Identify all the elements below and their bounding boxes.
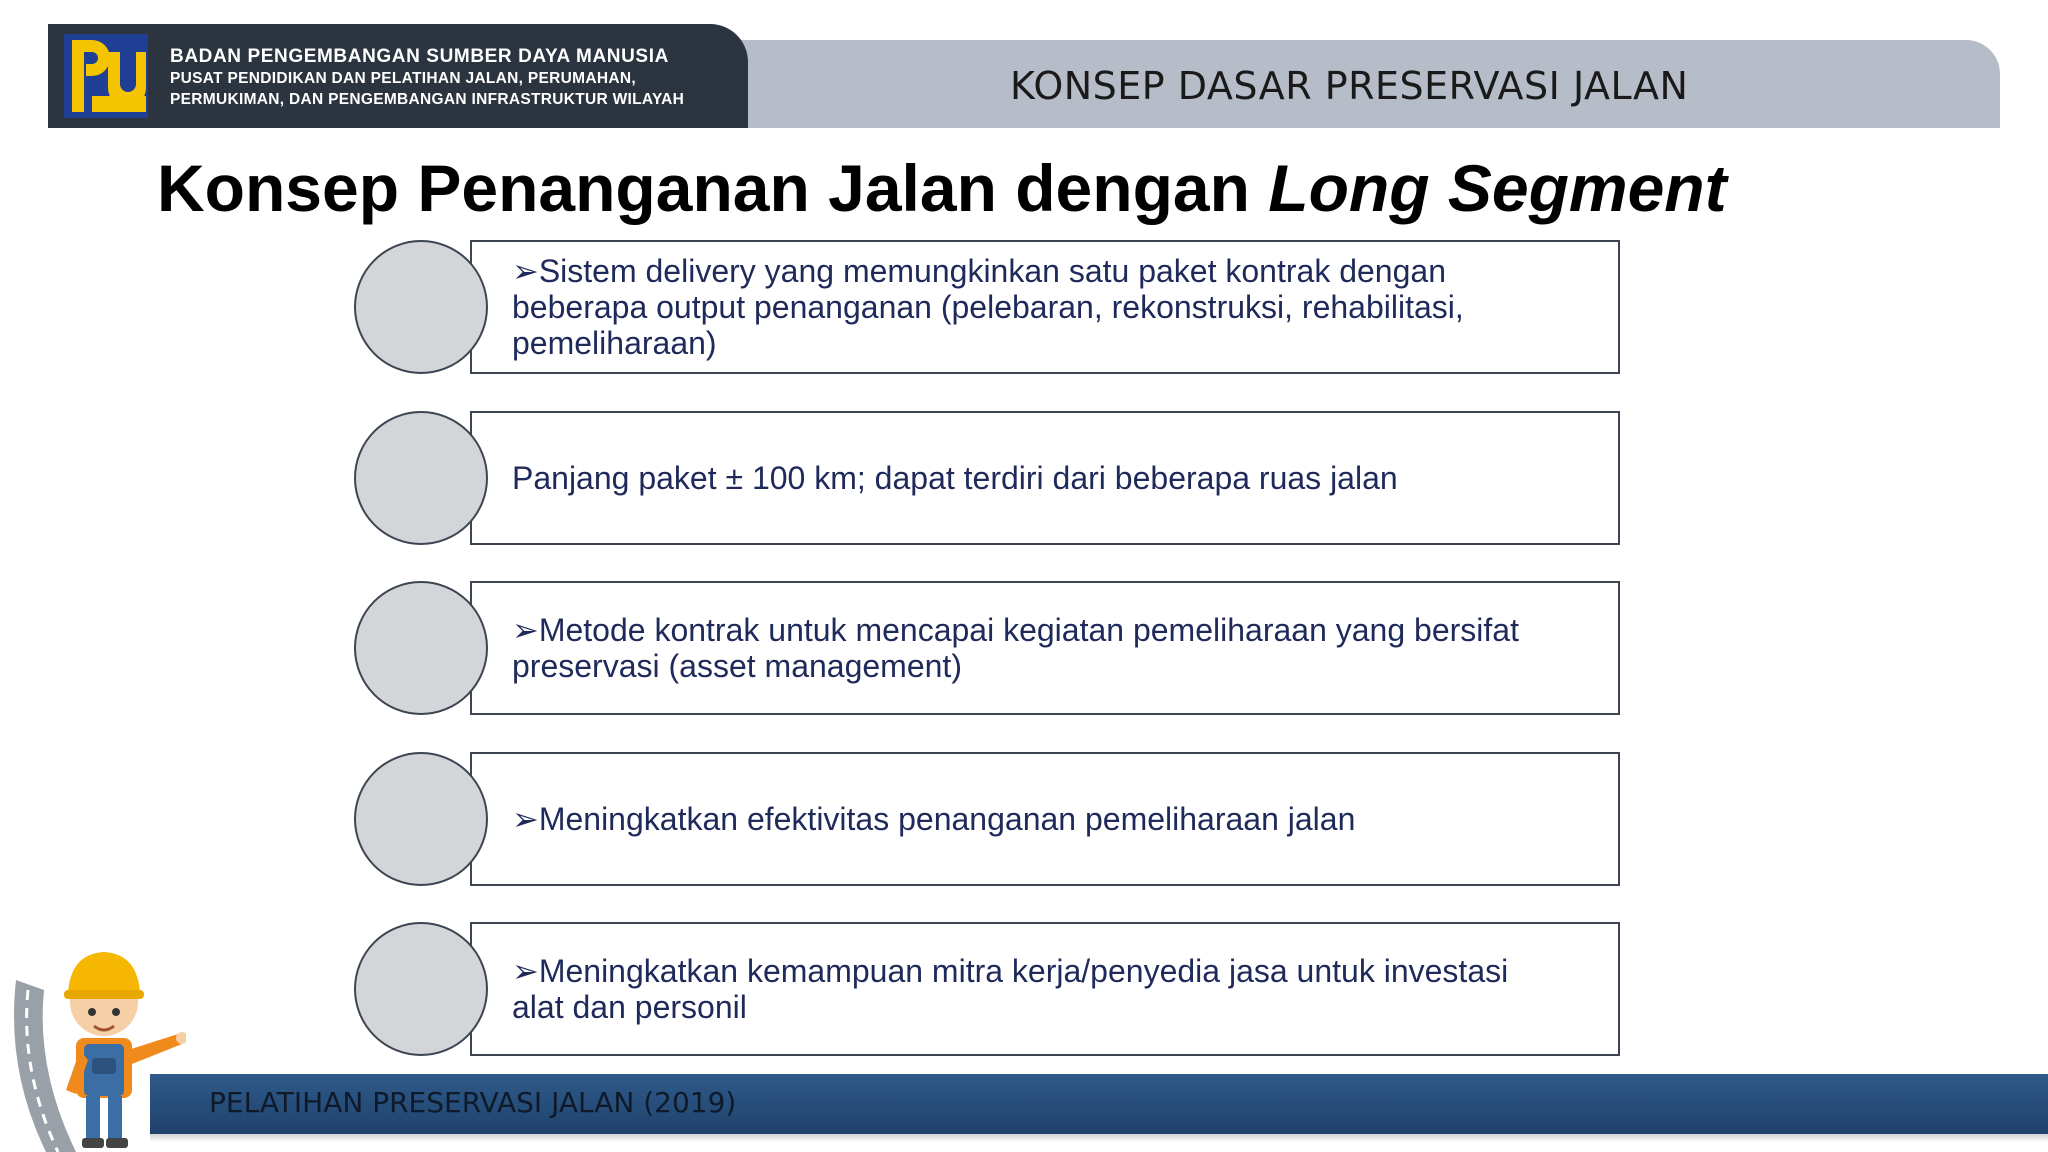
list-item [354, 581, 1618, 715]
slide-title-prefix: Konsep Penanganan Jalan dengan [157, 151, 1269, 225]
item-circle [354, 411, 488, 545]
item-line: ➢Meningkatkan efektivitas penanganan pemeliharaan jalan [512, 801, 1356, 837]
org-name-line-2: PUSAT PENDIDIKAN DAN PELATIHAN JALAN, PERUMAHAN, [170, 70, 636, 87]
section-title: KONSEP DASAR PRESERVASI JALAN [1010, 64, 1689, 108]
item-text [512, 411, 1602, 545]
item-text [512, 922, 1602, 1056]
item-line: pemeliharaan) [512, 325, 717, 361]
item-line: ➢Metode kontrak untuk mencapai kegiatan pemeliharaan yang bersifat [512, 612, 1519, 648]
item-line: beberapa output penanganan (pelebaran, rekonstruksi, rehabilitasi, [512, 289, 1464, 325]
item-circle [354, 581, 488, 715]
list-item [354, 922, 1618, 1056]
item-text [512, 581, 1602, 715]
item-line: alat dan personil [512, 989, 747, 1025]
item-line: preservasi (asset management) [512, 648, 962, 684]
item-text [512, 240, 1602, 374]
footer-text: PELATIHAN PRESERVASI JALAN (2019) [209, 1086, 737, 1119]
item-line: ➢Sistem delivery yang memungkinkan satu paket kontrak dengan [512, 253, 1446, 289]
worker-mascot-icon [6, 920, 186, 1152]
slide-title [157, 150, 1727, 226]
item-line: ➢Meningkatkan kemampuan mitra kerja/penyedia jasa untuk investasi [512, 953, 1509, 989]
list-item [354, 240, 1618, 374]
item-circle [354, 752, 488, 886]
slide-title-italic: Long Segment [1268, 151, 1727, 225]
list-item [354, 411, 1618, 545]
list-item [354, 752, 1618, 886]
org-name-line-1: BADAN PENGEMBANGAN SUMBER DAYA MANUSIA [170, 46, 669, 67]
footer-shadow [150, 1134, 2048, 1142]
institution-banner [48, 24, 748, 128]
item-line: Panjang paket ± 100 km; dapat terdiri dari beberapa ruas jalan [512, 460, 1398, 496]
org-name-line-3: PERMUKIMAN, DAN PENGEMBANGAN INFRASTRUKTUR WILAYAH [170, 91, 685, 108]
pu-logo-icon [64, 34, 148, 118]
item-text [512, 752, 1602, 886]
item-circle [354, 922, 488, 1056]
item-circle [354, 240, 488, 374]
